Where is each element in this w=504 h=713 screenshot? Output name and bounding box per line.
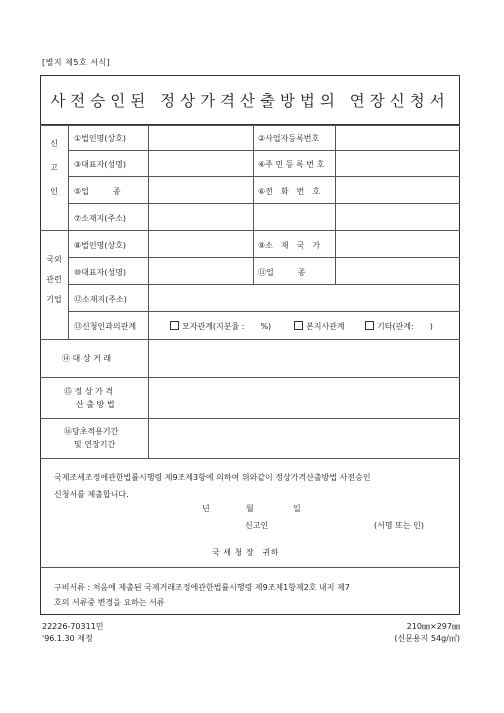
period-label-line2: 및 연장기간 [74,440,116,449]
period-label-line1: ⑯당초적용기간 [64,427,119,436]
row-divider [68,150,460,151]
col-divider [253,125,254,230]
date-month: 월 [246,504,254,513]
applicant-section-label: 신 고 인 [50,139,58,196]
foreign-business-label: ⑪업 종 [258,268,306,277]
row-divider [40,458,460,459]
row-divider [40,567,460,568]
row-divider [40,230,460,231]
checkbox-icon[interactable] [170,321,179,330]
row-divider [40,339,460,340]
rep-name-label: ③대표자(성명) [74,160,127,169]
address-label: ⑦소재지(주소) [74,214,127,223]
col-divider [335,230,336,284]
row-divider [68,284,460,285]
method-label-line1: ⑮ 정 상 가 격 [64,387,114,396]
method-label-line2: 산 출 방 법 [76,400,115,409]
row-divider [68,311,460,312]
col-divider [253,230,254,284]
row-divider [68,257,460,258]
transaction-label: ⑭ 대 상 거 래 [62,354,112,363]
form-title: 사전승인된 정상가격산출방법의 연장신청서 [40,75,460,125]
relation-option-other[interactable]: 기타(관계: ) [365,321,433,332]
country-label: ⑨소 재 국 가 [258,241,321,250]
foreign-address-label: ⑫소재지(주소) [74,295,127,304]
statement-line-1: 국제조세조정에관한법률시행령 제9조제3항에 의하여 위와같이 정상가격산출방법 사전승인 [54,473,371,482]
row-divider [68,203,460,204]
col-divider [68,125,69,339]
form-frame [40,75,460,615]
date-day: 일 [293,504,301,513]
sign-note: (서명 또는 인) [374,521,424,530]
col-divider [335,125,336,230]
addressee: 국 세 청 장 귀하 [212,548,279,557]
footer-paper: (신문용지 54g/㎡) [394,634,460,643]
relation-label: ⑬신청인과의관계 [74,322,137,331]
attachments-line-1: 구비서류 : 처음에 제출된 국제거래조정에관한법률시행령 제9조제1항제2호 내지 제7 [54,583,350,592]
biz-no-label: ②사업자등록번호 [258,134,320,143]
business-label: ⑤업 종 [74,187,121,196]
relation-option-parent[interactable]: 모자관계(지분율 : %) [170,321,271,332]
date-year: 년 [202,504,210,513]
form-tag: [별지 제5호 서식] [42,58,111,67]
attachments-line-2: 호의 서류중 변경을 요하는 서류 [54,598,165,607]
foreign-rep-name-label: ⑩대표자(성명) [74,268,127,277]
checkbox-icon[interactable] [365,321,374,330]
row-divider [40,418,460,419]
col-divider [148,311,149,458]
footer-size: 210㎜×297㎜ [406,622,460,631]
resident-no-label: ④주 민 등 록 번 호 [258,160,325,169]
row-divider [40,377,460,378]
relation-option-branch[interactable]: 본지사관계 [294,321,345,332]
checkbox-icon[interactable] [294,321,303,330]
foreign-section-label: 국외 관련 기업 [46,255,62,304]
row-divider [40,125,460,126]
footer-date: '96.1.30 제정 [42,634,93,643]
row-divider [68,176,460,177]
col-divider [148,125,149,311]
corp-name-label: ①법인명(상호) [74,134,127,143]
foreign-corp-name-label: ⑧법인명(상호) [74,241,127,250]
phone-label: ⑥전 화 번 호 [258,187,321,196]
applicant-sign-label: 신고인 [245,521,269,530]
statement-line-2: 신청서를 제출합니다. [54,490,129,499]
footer-code: 22226-70311민 [42,622,104,631]
